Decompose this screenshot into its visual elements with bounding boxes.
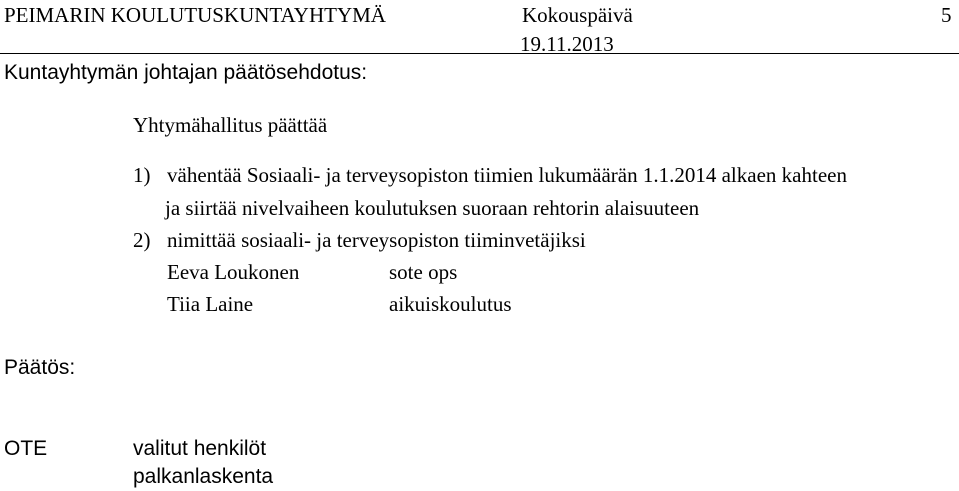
- item-text-line: vähentää Sosiaali- ja terveysopiston tiimien lukumäärän 1.1.2014 alkaen kahteen: [167, 163, 847, 187]
- item-text-line: ja siirtää nivelvaiheen koulutuksen suoraan rehtorin alaisuuteen: [165, 196, 700, 220]
- appointee-unit: aikuiskoulutus: [389, 292, 512, 316]
- appointee-name: Eeva Loukonen: [167, 260, 300, 284]
- appointee-unit: sote ops: [389, 260, 458, 284]
- item-number: 2): [133, 228, 151, 252]
- extract-recipient: valitut henkilöt: [133, 437, 267, 460]
- item-text-line: nimittää sosiaali- ja terveysopiston tiiminvetäjiksi: [167, 228, 586, 252]
- extract-recipient: palkanlaskenta: [133, 465, 274, 488]
- proposal-heading: Kuntayhtymän johtajan päätösehdotus:: [4, 61, 368, 84]
- meeting-date-label: Kokouspäivä: [522, 3, 633, 27]
- decides-heading: Yhtymähallitus päättää: [133, 113, 328, 137]
- header-divider: [0, 53, 959, 54]
- meeting-date: 19.11.2013: [520, 32, 614, 56]
- organization-name: PEIMARIN KOULUTUSKUNTAYHTYMÄ: [4, 3, 386, 27]
- appointee-name: Tiia Laine: [167, 292, 254, 316]
- extract-label: OTE: [4, 437, 48, 460]
- item-number: 1): [133, 163, 151, 187]
- decision-label: Päätös:: [4, 356, 76, 379]
- page-number: 5: [941, 3, 952, 27]
